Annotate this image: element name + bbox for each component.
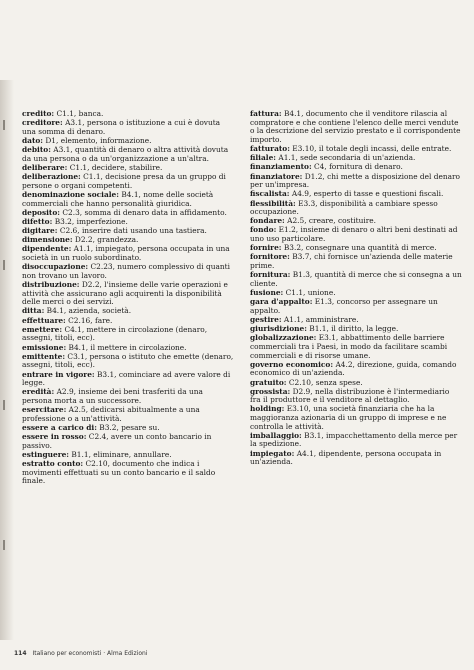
glossary-definition: D1.2, chi mette a disposizione del denaro per un'impresa.: [250, 171, 460, 190]
glossary-entry: [250, 405, 462, 431]
glossary-definition: C1.1, decisione presa da un gruppo di persone o organi competenti.: [22, 172, 226, 190]
glossary-entry: [250, 388, 462, 405]
glossary-term: denominazione sociale:: [22, 189, 119, 199]
glossary-term: essere a carico di:: [22, 422, 97, 432]
glossary-entry: [22, 191, 234, 208]
glossary-entry: [250, 298, 462, 315]
glossary-definition: B3.1, cominciare ad avere valore di legge.: [22, 369, 231, 388]
glossary-definition: C2.6, inserire dati usando una tastiera.: [57, 226, 207, 236]
glossary-term: debito:: [22, 145, 51, 155]
glossary-definition: C1.1, banca.: [54, 109, 104, 118]
glossary-term: disoccupazione:: [22, 262, 89, 272]
glossary-term: fondo:: [250, 225, 277, 235]
glossary-term: emissione:: [22, 342, 67, 352]
glossary-term: digitare:: [22, 226, 58, 236]
glossary-entry: [22, 388, 234, 405]
glossary-definition: A1.1, sede secondaria di un'azienda.: [276, 153, 416, 163]
glossary-term: creditore:: [22, 118, 63, 128]
glossary-definition: B1.1, il diritto, la legge.: [306, 324, 399, 334]
glossary-term: distribuzione:: [22, 280, 80, 289]
glossary-term: fondare:: [250, 216, 285, 226]
glossary-definition: B4.1, nome delle società commerciali che hanno personalità giuridica.: [22, 189, 214, 208]
glossary-term: dimensione:: [22, 235, 73, 245]
glossary-definition: C2.4, avere un conto bancario in passivo.: [22, 432, 212, 450]
page-number: 114: [14, 650, 27, 657]
glossary-term: emettere:: [22, 324, 63, 334]
glossary-definition: A4.2, direzione, guida, comando economico di un'azienda.: [250, 359, 457, 378]
glossary-term: impiegato:: [250, 448, 295, 458]
glossary-term: giurisdizione:: [250, 324, 307, 334]
glossary-term: credito:: [22, 109, 55, 118]
glossary-definition: A1.1, amministrare.: [281, 314, 359, 324]
glossary-term: deliberare:: [22, 162, 68, 172]
glossary-term: governo economico:: [250, 359, 334, 369]
glossary-term: deposito:: [22, 207, 61, 217]
glossary-definition: B1.3, quantità di merce che si consegna a un cliente.: [250, 270, 462, 288]
glossary-entry: [22, 406, 234, 423]
glossary-definition: C2.10, senza spese.: [286, 377, 363, 387]
glossary-entry: [22, 353, 234, 370]
glossary-definition: B3.7, chi fornisce un'azienda delle materie prime.: [250, 252, 453, 271]
glossary-term: holding:: [250, 404, 285, 414]
glossary-entry: [250, 271, 462, 288]
glossary-term: dato:: [22, 135, 44, 145]
glossary-definition: E3.10, il totale degli incassi, delle entrate.: [289, 143, 452, 153]
glossary-term: fornire:: [250, 243, 282, 253]
glossary-definition: C1.1, unione.: [283, 288, 336, 297]
glossary-definition: C2.16, fare.: [65, 315, 113, 325]
glossary-entry: [22, 146, 234, 163]
glossary-term: ditta:: [22, 306, 45, 316]
glossary-entry: [22, 119, 234, 136]
glossary-term: dipendente:: [22, 244, 72, 254]
spine-mark: [3, 540, 13, 550]
glossary-entry: [22, 281, 234, 307]
glossary-entry: [250, 361, 462, 378]
glossary-definition: D1, elemento, informazione.: [43, 135, 152, 145]
glossary-entry: [250, 334, 462, 360]
glossary-entry: [250, 253, 462, 270]
glossary-definition: C2.10, documento che indica i movimenti effettuati su un conto bancario e il saldo finale.: [22, 459, 216, 486]
glossary-term: fornitore:: [250, 252, 290, 262]
glossary-definition: A2.5, creare, costituire.: [284, 216, 377, 226]
glossary-definition: A4.1, dipendente, persona occupata in un'azienda.: [250, 448, 442, 467]
glossary-term: entrare in vigore:: [22, 369, 95, 379]
glossary-definition: B3.1, impacchettamento della merce per la spedizione.: [250, 430, 458, 449]
glossary-definition: E1.2, insieme di denaro o altri beni destinati ad uno uso particolare.: [250, 225, 458, 244]
glossary-definition: E1.3, concorso per assegnare un appalto.: [250, 297, 438, 315]
glossary-entry: [22, 460, 234, 486]
glossary-entry: [22, 433, 234, 450]
glossary-definition: D2.9, nella distribuzione è l'intermediario fra il produttore e il venditore al dettaglio.: [250, 386, 450, 405]
glossary-term: effettuare:: [22, 315, 66, 325]
spine-mark: [3, 120, 13, 130]
glossary-definition: B3.2, pesare su.: [96, 422, 160, 432]
glossary-term: imballaggio:: [250, 430, 302, 440]
glossary-term: flessibilità:: [250, 198, 296, 208]
glossary-term: fornitura:: [250, 270, 291, 280]
glossary-term: finanziatore:: [250, 171, 303, 181]
glossary-term: finanziamento:: [250, 162, 312, 172]
glossary-entry: [250, 110, 462, 144]
glossary-definition: C2.3, somma di denaro data in affidamento.: [60, 207, 227, 217]
glossary-definition: E3.3, disponibilità a cambiare spesso occupazione.: [250, 198, 438, 217]
publisher-name: · Alma Edizioni: [103, 650, 148, 657]
glossary-definition: B3.2, consegnare una quantità di merce.: [281, 243, 437, 253]
glossary-entry: [22, 371, 234, 388]
glossary-definition: A4.9, esperto di tasse e questioni fiscali.: [289, 189, 444, 199]
glossary-definition: C3.1, persona o istituto che emette (denaro, assegni, titoli, ecc).: [22, 351, 234, 370]
glossary-entry: [250, 200, 462, 217]
glossary-term: grossista:: [250, 386, 291, 396]
glossary-definition: E3.10, una società finanziaria che ha la maggioranza azionaria di un gruppo di imprese e ne controlla le attività.: [250, 404, 447, 431]
glossary-definition: B3.2, imperfezione.: [52, 216, 128, 226]
glossary-entry: [22, 263, 234, 280]
glossary-term: esercitare:: [22, 405, 67, 415]
page-footer: [14, 650, 147, 657]
glossary-definition: C4, fornitura di denaro.: [311, 162, 403, 172]
glossary-definition: C4.1, mettere in circolazione (denaro, assegni, titoli, ecc).: [22, 324, 208, 343]
glossary-term: fattura:: [250, 109, 282, 118]
glossary-entry: [250, 226, 462, 243]
glossary-entry: [22, 245, 234, 262]
glossary-definition: D2.2, l'insieme delle varie operazioni e attività che assicurano agli acquirenti la disponibilità delle merci o dei servizi.: [22, 280, 228, 307]
glossary-term: difetto:: [22, 216, 53, 226]
glossary-term: gratuito:: [250, 377, 287, 387]
glossary-term: emittente:: [22, 351, 66, 361]
glossary-definition: C2.23, numero complessivo di quanti non trovano un lavoro.: [22, 262, 230, 280]
glossary-term: estinguere:: [22, 449, 70, 459]
glossary-definition: B4.1, documento che il venditore rilascia al compratore e che contiene l'elenco delle merci vendute o la descrizione del servizio prestato e il corrispondente importo.: [250, 109, 461, 144]
glossary-term: estratto conto:: [22, 459, 84, 468]
glossary-right-column: [250, 110, 462, 635]
book-title: Italiano per economisti: [32, 650, 102, 657]
spine-mark: [3, 400, 13, 410]
glossary-entry: [22, 173, 234, 190]
glossary-definition: B4.1, azienda, società.: [44, 306, 132, 316]
glossary-definition: A2.9, insieme dei beni trasferiti da una persona morta a un successore.: [22, 387, 203, 405]
glossary-definition: C1.1, decidere, stabilire.: [67, 162, 163, 172]
glossary-term: gestire:: [250, 314, 282, 324]
glossary-term: fusione:: [250, 288, 284, 297]
glossary-term: globalizzazione:: [250, 333, 317, 343]
glossary-term: gara d'appalto:: [250, 297, 313, 307]
glossary-left-column: [22, 110, 234, 635]
glossary-entry: [250, 450, 462, 467]
glossary-definition: A2.5, dedicarsi abitualmente a una professione o a un'attività.: [22, 405, 200, 423]
glossary-term: deliberazione:: [22, 172, 81, 182]
glossary-term: fatturato:: [250, 143, 290, 153]
glossary-columns: [22, 110, 462, 635]
glossary-entry: [22, 326, 234, 343]
book-spine-shadow: [0, 80, 14, 640]
glossary-term: filiale:: [250, 153, 277, 163]
glossary-entry: [250, 432, 462, 449]
glossary-definition: E3.1, abbattimento delle barriere commerciali tra i Paesi, in modo da facilitare scambi commerciali e di risorse umane.: [250, 333, 448, 360]
glossary-definition: B1.1, eliminare, annullare.: [69, 449, 172, 459]
glossary-entry: [250, 173, 462, 190]
glossary-term: eredità:: [22, 387, 55, 397]
glossary-definition: B4.1, il mettere in circolazione.: [66, 342, 187, 352]
glossary-term: fiscalista:: [250, 189, 290, 199]
spine-mark: [3, 260, 13, 270]
glossary-definition: A3.1, persona o istituzione a cui è dovuta una somma di denaro.: [22, 118, 221, 136]
glossary-definition: A1.1, impiegato, persona occupata in una società in un ruolo subordinato.: [22, 244, 230, 263]
glossary-definition: D2.2, grandezza.: [72, 235, 139, 245]
glossary-term: essere in rosso:: [22, 432, 87, 442]
glossary-definition: A3.1, quantità di denaro o altra attività dovuta da una persona o da un'organizzazione a un'altra.: [22, 145, 229, 163]
